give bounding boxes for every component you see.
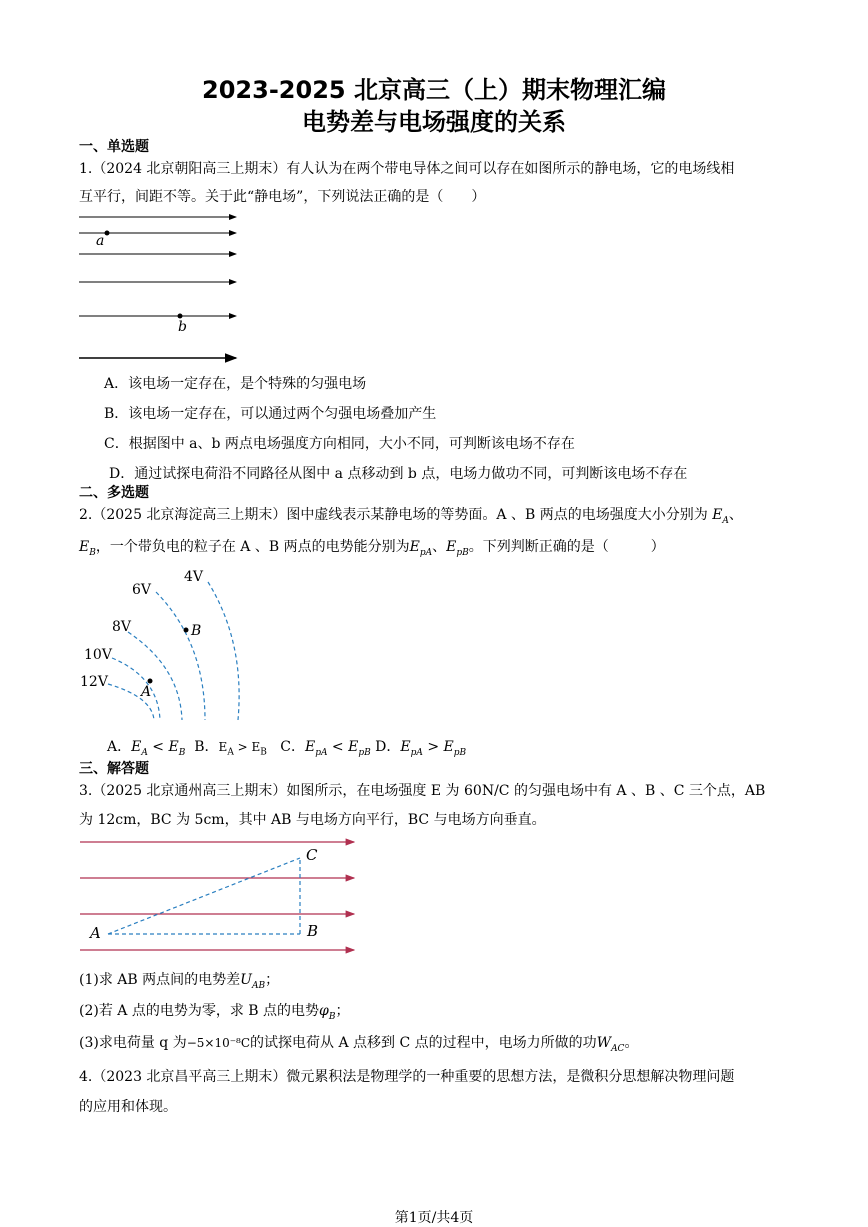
label-12v: 12V [80, 674, 108, 690]
page-footer: 第1页/共4页 [394, 1210, 474, 1226]
point-a-label: A [141, 684, 152, 700]
section-heading-single-choice: 一、单选题 [79, 139, 149, 155]
ea-symbol: $E_A$ [712, 507, 729, 526]
q2-option-c-expr: $E_{pA} < E_{pB}$ [304, 739, 371, 758]
q2-option-a-label: A． [107, 739, 132, 755]
q1-option-c: C．根据图中 a、b 两点电场强度方向相同，大小不同，可判断该电场不存在 [104, 436, 575, 452]
q3-triangle-figure [78, 832, 362, 958]
label-4v: 4V [184, 569, 204, 585]
label-6v: 6V [132, 582, 152, 598]
q3-sub3-text: (3)求电荷量 q 为 [79, 1035, 187, 1051]
q2-stem-line1: 2.（2025 北京海淀高三上期末）图中虚线表示某静电场的等势面。A 、B 两点的电场强度大小分别为 $E_A$、 [79, 507, 743, 526]
section-heading-answer: 三、解答题 [79, 761, 149, 777]
q3-stem-line1: 3.（2025 北京通州高三上期末）如图所示，在电场强度 E 为 60N/C 的匀强电场中有 A 、B 、C 三个点，AB [79, 783, 766, 799]
q3-sub1: (1)求 AB 两点间的电势差$U_{AB}$； [79, 972, 280, 991]
wac-symbol: $W_{AC}$ [596, 1035, 625, 1054]
equipotential-10v [112, 658, 160, 720]
point-a-marker [148, 679, 153, 684]
q2-option-b-label: B． [194, 739, 219, 755]
q3-sub1-text: (1)求 AB 两点间的电势差 [79, 972, 241, 988]
q2-stem-line2-text: ，一个带负电的粒子在 A 、B 两点的电势能分别为 [95, 539, 410, 555]
point-c-label: C [306, 846, 318, 864]
q2-option-d-expr: $E_{pA} > E_{pB}$ [400, 739, 467, 758]
q3-sub3-text-end: 的试探电荷从 A 点移到 C 点的过程中，电场力所做的功 [250, 1035, 597, 1051]
phib-symbol: $\varphi_B$ [319, 1003, 336, 1022]
q1-field-line-figure [76, 205, 246, 367]
point-a-marker [105, 231, 110, 236]
q2-option-b-expr: $E_A > E_B$ [218, 740, 267, 758]
point-b-marker [184, 628, 189, 633]
q2-option-c-label: C． [280, 739, 305, 755]
q3-sub3: (3)求电荷量 q 为−5×10⁻⁸C的试探电荷从 A 点移到 C 点的过程中，电场力所做的功$W_{AC}$。 [79, 1035, 639, 1054]
point-a-label: a [96, 233, 105, 249]
page-title: 2023-2025 北京高三（上）期末物理汇编 [202, 76, 666, 104]
point-b-label: B [191, 623, 202, 639]
q1-stem-line1: 1.（2024 北京朝阳高三上期末）有人认为在两个带电导体之间可以存在如图所示的静电场，它的电场线相 [79, 161, 735, 177]
q2-option-a-expr: $E_A < E_B$ [131, 739, 186, 758]
epb-symbol: $E_{pB}$ [446, 539, 469, 558]
point-b-label: B [307, 922, 319, 940]
q2-stem-line1-text: 2.（2025 北京海淀高三上期末）图中虚线表示某静电场的等势面。A 、B 两点的电场强度大小分别为 [79, 507, 708, 523]
q1-option-d: D．通过试探电荷沿不同路径从图中 a 点移动到 b 点，电场力做功不同，可判断该电场不存在 [109, 466, 688, 482]
q3-charge-value: −5×10⁻⁸C [186, 1036, 251, 1050]
q3-sub2: (2)若 A 点的电势为零，求 B 点的电势$\varphi_B$； [79, 1003, 350, 1022]
equipotential-6v [156, 592, 205, 720]
page-subtitle: 电势差与电场强度的关系 [302, 108, 566, 136]
q2-stem-line2-end: 。下列判断正确的是（ ） [468, 539, 665, 555]
point-a-label: A [90, 924, 101, 942]
equipotential-4v [208, 582, 239, 720]
q1-option-b: B．该电场一定存在，可以通过两个匀强电场叠加产生 [104, 406, 437, 422]
eb-symbol: $E_B$ [79, 539, 96, 558]
q3-sub2-text: (2)若 A 点的电势为零，求 B 点的电势 [79, 1003, 320, 1019]
q2-equipotential-figure [80, 562, 260, 728]
label-10v: 10V [84, 647, 112, 663]
q2-option-d-label: D． [375, 739, 401, 755]
q2-options [107, 736, 466, 758]
label-8v: 8V [112, 619, 132, 635]
q3-stem-line2: 为 12cm，BC 为 5cm，其中 AB 与电场方向平行，BC 与电场方向垂直。 [79, 812, 546, 828]
q1-stem-line2: 互平行，间距不等。关于此“静电场”，下列说法正确的是（ ） [79, 189, 486, 205]
segment-ac [108, 858, 300, 934]
q4-stem-line2: 的应用和体现。 [79, 1099, 177, 1115]
q4-stem-line1: 4.（2023 北京昌平高三上期末）微元累积法是物理学的一种重要的思想方法，是微积分思想解决物理问题 [79, 1069, 735, 1085]
equipotential-8v [128, 632, 182, 720]
point-b-marker [178, 314, 183, 319]
epa-symbol: $E_{pA}$ [409, 539, 433, 558]
q2-stem-line2: $E_B$，一个带负电的粒子在 A 、B 两点的电势能分别为$E_{pA}$、$E_{pB}$。下列判断正确的是（ ） [79, 539, 665, 558]
point-b-label: b [178, 319, 187, 335]
section-heading-multiple-choice: 二、多选题 [79, 485, 149, 501]
uab-symbol: $U_{AB}$ [240, 972, 266, 991]
q1-option-a: A．该电场一定存在，是个特殊的匀强电场 [104, 376, 367, 392]
